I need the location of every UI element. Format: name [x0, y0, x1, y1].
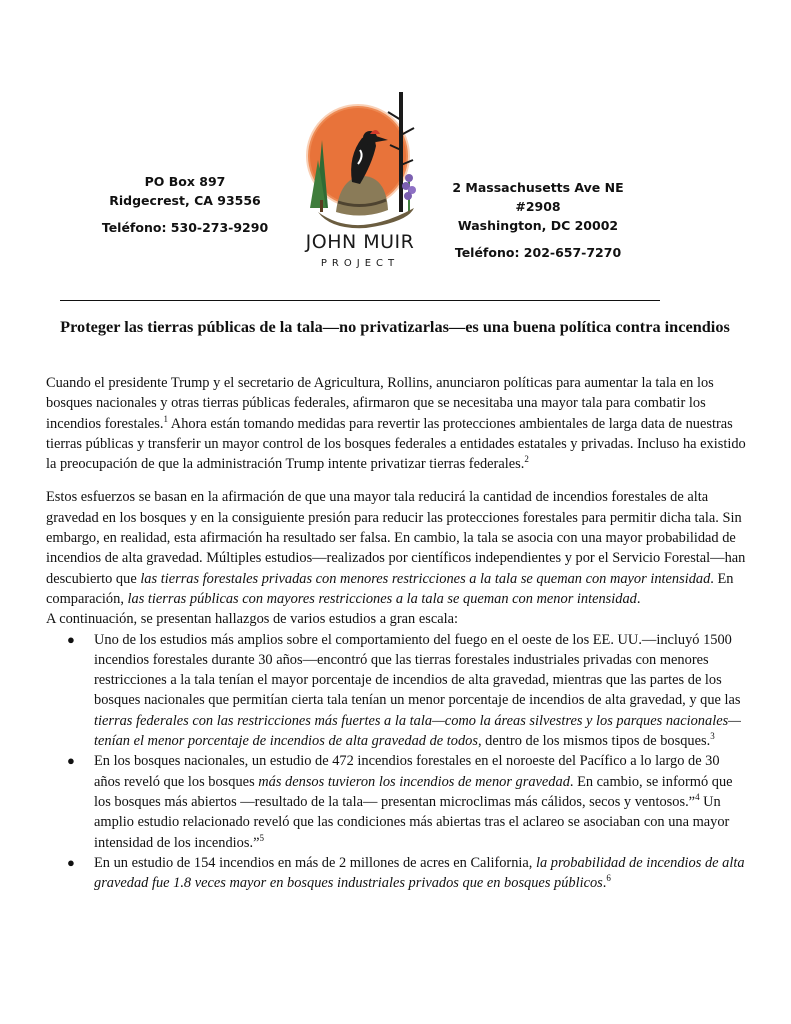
list-item-text: Uno de los estudios más amplios sobre el comportamiento del fuego en el oeste de los EE. UU.—incluyó 1500 incendios forestales durante 30 años—encontró que las tierras forestales industriales privadas con menores restricciones a la tala tenían el mayor porcentaje de incendios de alta gravedad, mientras que las partes de los bosques nacionales que permitían cierta tala tenían un menor porcentaje de incendios de alta gravedad, y que las [94, 631, 741, 709]
paragraph-text: Cuando el presidente Trump y el secretario de Agricultura, Rollins, anunciaron políticas para aumentar la tala en los bosques nacionales y otras tierras públicas federales, afirmaron que se necesitaba una mayor tala para combatir los incendios forestales. [46, 375, 714, 432]
footnote-ref: 5 [259, 832, 264, 843]
paragraph-text: Estos esfuerzos se basan en la afirmación de que una mayor tala reducirá la cantidad de incendios forestales de alta gravedad en los bosques y en la consiguiente presión para reducir las protecciones forestales para permitir dicha tala. Sin embargo, en realidad, esta afirmación ha resultado ser falsa. En cambio, la tala se asocia con una mayor probabilidad de incendios de alta gravedad. Múltiples estudios—realizados por científicos independientes y por el Servicio Forestal—han descubierto que [46, 489, 746, 587]
paragraph [46, 373, 746, 474]
emphasis-text: tierras federales con las restricciones más fuertes a la tala—como la áreas silvestres y los parques nacionales—tenían el menor porcentaje de incendios de alta gravedad de todos [94, 712, 741, 750]
document-body [46, 373, 746, 893]
list-item [46, 630, 746, 752]
snag-icon [399, 92, 403, 212]
footnote-ref: 4 [695, 792, 700, 803]
list-item [46, 853, 746, 894]
list-item-text: Un amplio estudio relacionado reveló que las condiciones más abiertas tras el aclareo se asociaban con una mayor intensidad de los incendios.” [94, 793, 730, 851]
address-line: PO Box 897 [144, 174, 226, 189]
john-muir-project-logo [296, 90, 426, 270]
address-washington [438, 178, 638, 262]
address-ridgecrest [100, 172, 270, 237]
emphasis-text: la probabilidad de incendios de alta gravedad fue 1.8 veces mayor en bosques industriales privados que en bosques públicos [94, 854, 745, 892]
list-item-text: . En cambio, se informó que los bosques más abiertos —resultado de la tala— presentan microclimas más cálidos, secos y ventosos.” [94, 773, 733, 810]
list-item [46, 751, 746, 852]
paragraph-text: . En comparación, [46, 570, 734, 607]
bullet-icon: ● [67, 753, 75, 769]
header-divider [60, 300, 660, 301]
footnote-ref: 6 [606, 873, 611, 884]
emphasis-text: más densos tuvieron los incendios de menor gravedad [258, 773, 570, 790]
footnote-ref: 2 [524, 454, 529, 465]
bullet-icon: ● [67, 854, 75, 870]
logo-title: JOHN MUIR [305, 231, 415, 253]
address-line: Washington, DC 20002 [457, 218, 619, 233]
findings-list [46, 630, 746, 894]
logo-subtitle: PROJECT [320, 258, 400, 269]
document-title: Proteger las tierras públicas de la tala—no privatizarlas—es una buena política contra incendios [60, 317, 730, 336]
address-line: 2 Massachusetts Ave NE #2908 [452, 180, 624, 214]
bullet-icon: ● [67, 631, 75, 647]
address-line: Ridgecrest, CA 93556 [109, 193, 261, 208]
emphasis-text: las tierras públicas con mayores restricciones a la tala se queman con menor intensidad [127, 590, 637, 607]
footnote-ref: 3 [710, 731, 715, 742]
list-item-text: . [602, 875, 607, 892]
list-intro: A continuación, se presentan hallazgos de varios estudios a gran escala: [46, 611, 458, 628]
paragraph [46, 487, 746, 609]
list-item-text: En un estudio de 154 incendios en más de 2 millones de acres en California, [94, 854, 536, 871]
paragraph-text: Ahora están tomando medidas para revertir las protecciones ambientales de larga data de nuestras tierras públicas y transferir un mayor control de los bosques federales a entidades estatales y privadas. Incluso ha existido la preocupación de que la administración Trump intente privatizar tierras federales. [46, 415, 746, 473]
footnote-ref: 1 [163, 413, 168, 424]
list-item-text: , dentro de los mismos tipos de bosques. [477, 733, 711, 750]
phone-number: Teléfono: 530-273-9290 [101, 220, 269, 235]
phone-number: Teléfono: 202-657-7270 [454, 245, 622, 260]
list-item-text: En los bosques nacionales, un estudio de 472 incendios forestales en el noroeste del Pacífico a lo largo de 30 años reveló que los bosques [94, 753, 720, 790]
paragraph-text: . [636, 590, 641, 607]
emphasis-text: las tierras forestales privadas con menores restricciones a la tala se queman con mayor intensidad [140, 570, 711, 587]
logo-graphic [296, 90, 426, 270]
